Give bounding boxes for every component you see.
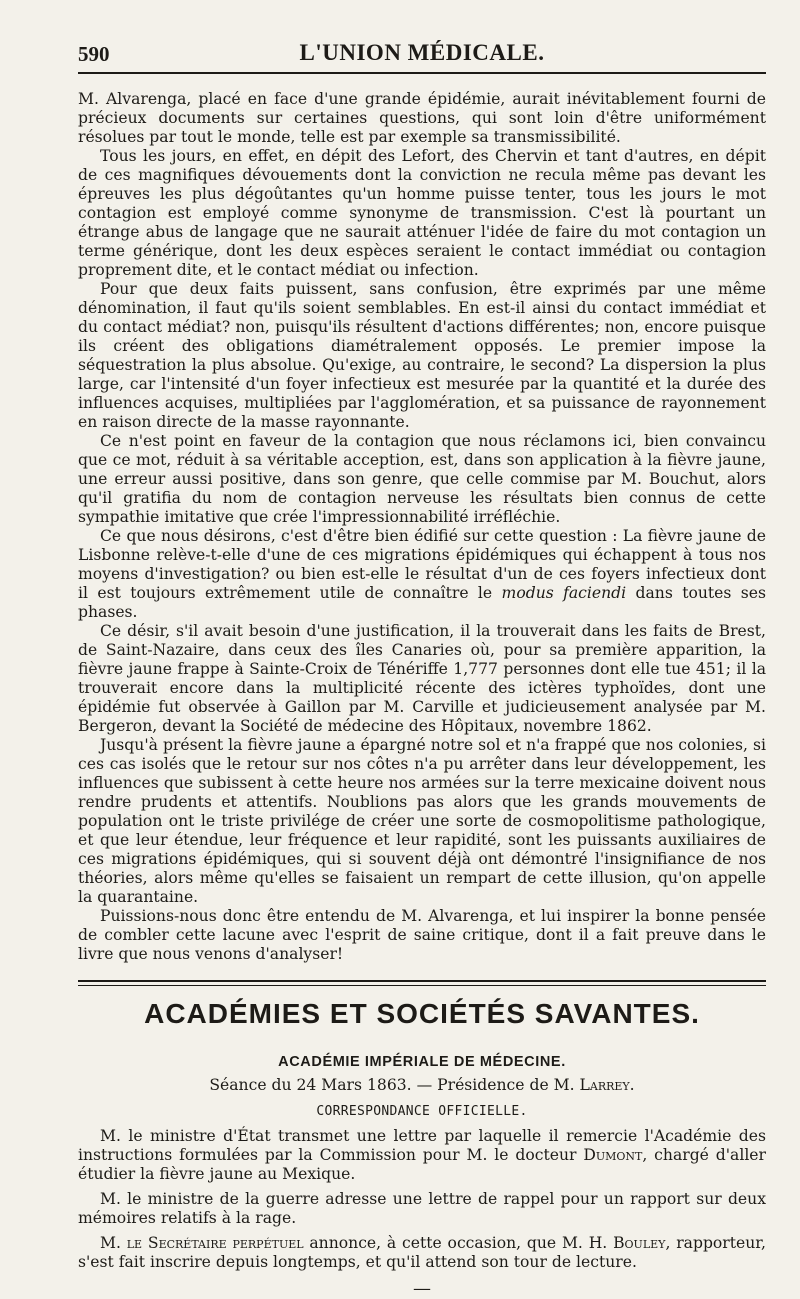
text-run: Ce que nous désirons, c'est d'être bien édifié sur cette question : La fièvre jaune de Lisbonne relève-t-elle d'une de ces migrations épidémiques qui échappent à tous nos moyens d'investigation? ou bien est-elle le résultat d'un de ces foyers infectieux dont il est toujours extrêmement utile de connaître le <box>78 527 766 602</box>
session-president: Larrey <box>579 1076 630 1094</box>
article-paragraph <box>78 147 766 280</box>
text-run: Jusqu'à présent la fièvre jaune a épargné notre sol et n'a frappé que nos colonies, si ces cas isolés que le retour sur nos côtes n'a pu arrêter dans leur développement, les influences que subissent à cette heure nos armées sur la terre mexicaine doivent nous rendre prudents et attentifs. Noublions pas alors que les grands mouvements de population ont le triste privilége de créer une sorte de cosmopolitisme pathologique, et que leur étendue, leur fréquence et leur rapidité, sont les puissants auxiliaires de ces migrations épidémiques, qui si souvent déjà ont démontré l'insignifiance de nos théories, alors même qu'elles se faisaient un rempart de cette illusion, qu'on appelle la quarantaine. <box>78 736 766 906</box>
small-caps-name: M. le Secrétaire perpétuel <box>100 1234 304 1252</box>
section-title: ACADÉMIES ET SOCIÉTÉS SAVANTES. <box>144 998 700 1029</box>
article-paragraph <box>78 622 766 736</box>
text-run: , chargé d'aller étudier la fièvre jaune au Mexique. <box>78 1146 766 1183</box>
text-run: Puissions-nous donc être entendu de M. Alvarenga, et lui inspirer la bonne pensée de combler cette lacune avec l'esprit de saine critique, dont il a fait preuve dans le livre que nous venons d'analyser! <box>78 907 766 963</box>
text-run: M. le ministre d'État transmet une lettre par laquelle il remercie l'Académie des instructions formulées par la Commission pour M. le docteur <box>78 1127 766 1164</box>
page-header <box>78 38 766 72</box>
text-run: Pour que deux faits puissent, sans confusion, être exprimés par une même dénomination, il faut qu'ils soient semblables. En est-il ainsi du contact immédiat et du contact médiat? non, puisqu'ils résultent d'actions différentes; non, encore puisque ils créent des obligations diamétralement opposés. Le premier impose la séquestration la plus absolue. Qu'exige, au contraire, le second? La dispersion la plus large, car l'intensité d'un foyer infectieux est mesurée par la quantité et la durée des influences acquises, multipliées par l'agglomération, et sa puissance de rayonnement en raison directe de la masse rayonnante. <box>78 280 766 431</box>
article-paragraph <box>78 907 766 964</box>
text-run: Tous les jours, en effet, en dépit des Lefort, des Chervin et tant d'autres, en dépit de ces magnifiques dévouements dont la conviction ne recula même pas devant les épreuves les plus dégoûtantes qu'un homme puisse tenter, tous les jours le mot contagion est employé comme synonyme de transmission. C'est là pourtant un étrange abus de langage que ne saurait atténuer l'idée de faire du mot contagion un terme générique, dont les deux espèces seraient le contact immédiat ou contagion proprement dite, et le contact médiat ou infection. <box>78 147 766 279</box>
session-line <box>78 1076 766 1094</box>
correspondence-entry <box>78 1234 766 1272</box>
text-run: dans toutes ses phases. <box>78 584 766 621</box>
section-divider <box>78 980 766 986</box>
header-rule <box>78 72 766 74</box>
correspondence-entry <box>78 1190 766 1228</box>
article-paragraph <box>78 90 766 147</box>
correspondence-entry <box>78 1127 766 1184</box>
text-run: M. Alvarenga, placé en face d'une grande épidémie, aurait inévitablement fourni de précieux documents sur certaines questions, qui sont loin d'être uniformément résolues par tout le monde, telle est par exemple sa transmissibilité. <box>78 90 766 146</box>
text-run: Ce n'est point en faveur de la contagion que nous réclamons ici, bien convaincu que ce mot, réduit à sa véritable acception, est, dans son application à la fièvre jaune, une erreur aussi positive, dans son genre, que celle commise par M. Bouchut, alors qu'il gratifia du nom de contagion nerveuse les résultats bien connus de cette sympathie imitative que crée l'impressionnabilité irréfléchie. <box>78 432 766 526</box>
text-run: Ce désir, s'il avait besoin d'une justification, il la trouverait dans les faits de Brest, de Saint-Nazaire, dans ceux des îles Canaries où, pour sa première apparition, la fièvre jaune frappe à Sainte-Croix de Ténériffe 1,777 personnes dont elle tue 451; il la trouverait encore dans la multiplicité récente des ictères typhoïdes, dont une épidémie fut observée à Gaillon par M. Carville et judicieusement analysée par M. Bergeron, devant la Société de médecine des Hôpitaux, novembre 1862. <box>78 622 766 735</box>
end-mark: — <box>413 1278 431 1299</box>
article-paragraph <box>78 280 766 432</box>
text-run: , rapporteur, s'est fait inscrire depuis longtemps, et qu'il attend son tour de lecture. <box>78 1234 766 1271</box>
running-title: L'UNION MÉDICALE. <box>299 40 545 65</box>
text-run: annonce, à cette occasion, que M. H. <box>303 1234 614 1252</box>
small-caps-name: Dumont <box>583 1146 643 1164</box>
article-paragraph <box>78 527 766 622</box>
session-prefix: Séance du 24 Mars 1863. — Présidence de M. <box>209 1076 580 1094</box>
academy-name: ACADÉMIE IMPÉRIALE DE MÉDECINE. <box>278 1054 566 1070</box>
session-suffix: . <box>629 1076 635 1094</box>
text-run: M. le ministre de la guerre adresse une lettre de rappel pour un rapport sur deux mémoires relatifs à la rage. <box>78 1190 766 1227</box>
subsection-title: CORRESPONDANCE OFFICIELLE. <box>316 1104 528 1119</box>
article-paragraph <box>78 432 766 527</box>
article-paragraph <box>78 736 766 907</box>
page-number: 590 <box>78 42 110 66</box>
article-body <box>78 90 766 964</box>
correspondence-entries <box>78 1127 766 1272</box>
italic-text: modus faciendi <box>501 584 627 602</box>
small-caps-name: Bouley <box>613 1234 666 1252</box>
